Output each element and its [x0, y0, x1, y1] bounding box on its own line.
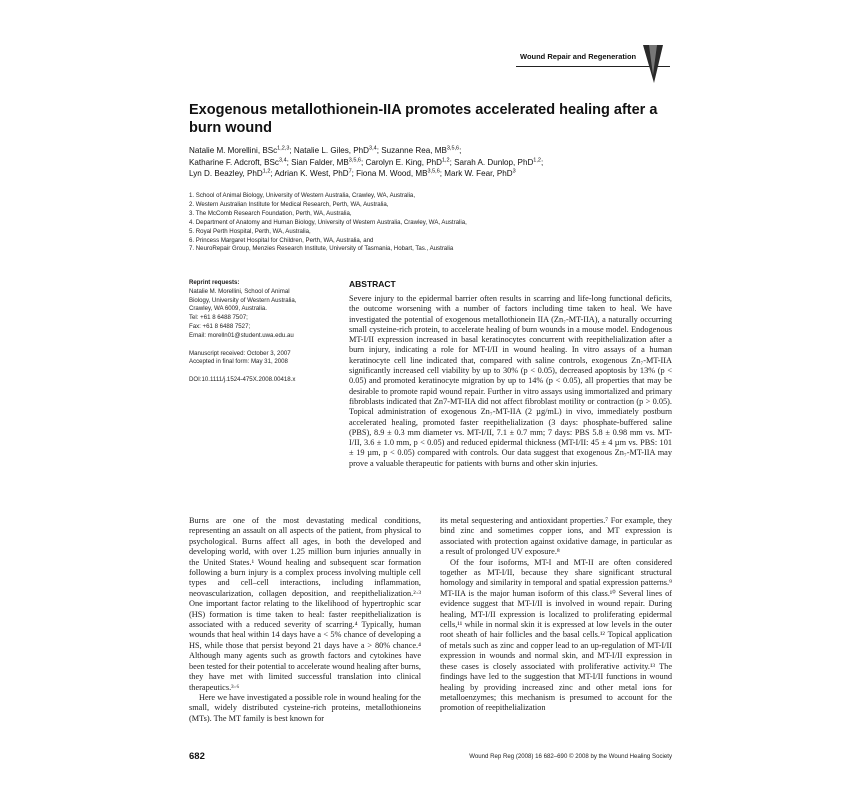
affiliation: 1. School of Animal Biology, University of Western Australia, Crawley, WA, Australia,	[189, 192, 416, 199]
author-affiliation-marker: 1,2	[441, 156, 450, 163]
affiliation: 7. NeuroRepair Group, Menzies Research Institute, University of Tasmania, Hobart, Tas., Australia	[189, 245, 454, 253]
author-affiliation-marker: 3,5,6	[427, 168, 440, 175]
author-name: Mark W. Fear, PhD	[444, 169, 513, 179]
author-name: Carolyn E. King, PhD	[365, 157, 442, 167]
author-name: Fiona M. Wood, MB	[356, 169, 428, 179]
author-list: Natalie M. Morellini, BSc$^{1,2,3}$; Natalie L. Giles, PhD$^{3,4}$; Suzanne Rea, MB$^{3,5,6}$; Katharine F. Adcroft, BSc$^{3,4}$; Sian Falder, MB$^{3,5,6}$; Carolyn E. King, PhD$^{1,2}$; Sarah A. Dunlop, PhD$^{1,2}$; Lyn D. Beazley, PhD$^{1,2}$; Adrian K. West, PhD$^7$; Fiona M. Wood, MB$^{3,5,6}$; Mark W. Fear, PhD$^3$	[189, 145, 544, 179]
author-name: Sarah A. Dunlop, PhD	[454, 157, 534, 167]
doi: DOI:10.1111/j.1524-475X.2008.00418.x	[189, 376, 296, 384]
accepted-date: Accepted in final form: May 31, 2008	[189, 358, 288, 366]
author-name: Adrian K. West, PhD	[274, 169, 349, 179]
body-column-left	[189, 516, 421, 724]
author-affiliation-marker: 3,4	[278, 156, 287, 163]
reprint-heading: Reprint requests:	[189, 279, 240, 286]
reprint-email: Email: morelln01@student.uwa.edu.au	[189, 331, 294, 339]
journal-wedge-icon	[641, 45, 665, 85]
affiliation: 2. Western Australian Institute for Medical Research, Perth, WA, Australia,	[189, 200, 389, 208]
reprint-line: Tel: +61 8 6488 7507;	[189, 314, 248, 322]
author-affiliation-marker: 1,2	[262, 168, 271, 175]
affiliation: 4. Department of Anatomy and Human Biology, University of Western Australia, Crawley, WA, Australia,	[189, 218, 467, 226]
author-affiliation-marker: 3,5,6	[348, 156, 361, 163]
author-name: Natalie M. Morellini, BSc	[189, 146, 278, 155]
affiliation-list	[189, 192, 669, 254]
abstract-heading: ABSTRACT	[349, 279, 396, 289]
reprint-line: Crawley, WA 6009, Australia.	[189, 305, 267, 313]
journal-name: Wound Repair and Regeneration	[520, 52, 637, 61]
affiliation: 3. The McComb Research Foundation, Perth, WA, Australia,	[189, 209, 352, 217]
author-name: Suzanne Rea, MB	[381, 146, 447, 155]
body-paragraph: Burns are one of the most devastating medical conditions, representing an assault on all aspects of the patient, from physical to psychological. Burns affect all ages, in both the developed and developing world, with over 1.25 million burn injuries annually in the United States.¹ Wound healing and subsequent scar formation following a burn injury is a complex process involving multiple cell types and cell–cell interactions, including inflammation, neovascularization, collagen deposition, and reepithelialization.²·³ One important factor relating to the likelihood of hypertrophic scar (HS) formation is time taken to heal: faster reepithelialization is associated with a reduced severity of scarring.⁴ Typically, human wounds that heal within 14 days have a < 5% chance of developing a HS, while those that persist beyond 21 days have a > 80% chance.⁴ Although many agents such as growth factors and cytokines have been tested for their potential to accelerate wound healing after burns, they have met with limited successful translation into clinical therapeutics.³·⁶	[189, 516, 421, 692]
body-column-right	[440, 516, 672, 714]
paper-title: Exogenous metallothionein-IIA promotes accelerated healing after a burn wound	[189, 102, 658, 136]
author-name: Natalie L. Giles, PhD	[293, 146, 370, 155]
author-affiliation-marker: 1,2,3	[277, 145, 290, 152]
abstract-text: Severe injury to the epidermal barrier often results in scarring and life-long functional deficits, the outcome worsening with a number of factors including time taken to heal. We have investigated the potential of exogenous metallothionein IIA (Zn₇-MT-IIA), a naturally occurring small cysteine-rich protein, to accelerate healing of burn wounds in a mouse model. Endogenous MT-I/II expression increased in basal keratinocytes concurrent with reepithelialization after a burn injury, indicating a role for MT-I/II in wound healing. In vitro assays of a human keratinocyte cell line indicated that, compared with saline controls, exogenous Zn₇-MT-IIA significantly increased cell viability by up to 30% (p < 0.05), decreased apoptosis by 13% (p < 0.05) and promoted keratinocyte migration by up to 14% (p < 0.05), all properties that may be desirable to promote rapid wound repair. Further in vitro assays using immortalized and primary fibroblasts indicated that Zn7-MT-IIA did not affect fibroblast motility or contraction (p > 0.05). Topical administration of exogenous Zn₇-MT-IIA (2 µg/mL) in vivo, immediately postburn accelerated healing, promoted faster reepithelialization (3 days: phosphate-buffered saline (PBS), 8.9 ± 0.3 mm diameter vs. MT-I/II, 7.1 ± 0.7 mm; 7 days: PBS 5.8 ± 0.98 mm vs. MT-I/II, 3.6 ± 1.0 mm, p < 0.05) and reduced epidermal thickness (MT-I/II: 45 ± 4 µm vs. PBS: 101 ± 19 µm, p < 0.05) compared with controls. Our data suggest that exogenous Zn₇-MT-IIA may prove a valuable therapeutic for patients with burns and other skin injuries.	[349, 294, 672, 468]
reprint-line: Fax: +61 8 6488 7527;	[189, 322, 251, 330]
body-paragraph: its metal sequestering and antioxidant properties.⁷ For example, they bind zinc and sometimes copper ions, and MT expression is associated with protection against oxidative damage, in particular as a result of prolonged UV exposure.⁸	[440, 516, 672, 557]
received-date: Manuscript received: October 3, 2007	[189, 349, 291, 357]
author-affiliation-marker: 3,4	[369, 145, 377, 152]
author-affiliation-marker: 3,5,6	[446, 145, 460, 152]
article-info-sidebar	[189, 279, 329, 385]
author-affiliation-marker: 7	[348, 168, 352, 175]
footer-citation: Wound Rep Reg (2008) 16 682–690 © 2008 by the Wound Healing Society	[469, 753, 672, 760]
author-affiliation-marker: 1,2	[533, 156, 541, 163]
body-paragraph: Of the four isoforms, MT-I and MT-II are often considered together as MT-I/II, because they share significant structural homology and similarity in temporal and spatial expression patterns.⁹ MT-IIA is the major human isoform of this class.¹⁰ Several lines of evidence suggest that MT-I/II is involved in wound repair. During healing, MT-I/II expression is localized to proliferating epidermal cells,¹¹ while in normal skin it is expressed at low levels in the outer root sheath of hair follicles and the basal cells.¹² Topical application of metals such as zinc and copper lead to an up-regulation of MT-I/II expression in wounds and normal skin, and MT-I/II expression in these cases is closely associated with proliferative activity.¹³ The findings have led to the suggestion that MT-I/II functions in wound healing by providing increased zinc and other metal ions for metalloenzymes; this mechanism is presumed to account for the promotion of reepithelialization	[440, 557, 672, 713]
author-name: Lyn D. Beazley, PhD	[189, 169, 263, 179]
reprint-line: Natalie M. Morellini, School of Animal	[189, 287, 290, 295]
affiliation: 6. Princess Margaret Hospital for Children, Perth, WA, Australia, and	[189, 236, 374, 244]
reprint-line: Biology, University of Western Australia,	[189, 296, 297, 304]
author-name: Sian Falder, MB	[291, 157, 349, 167]
page-number: 682	[189, 751, 205, 762]
body-paragraph: Here we have investigated a possible role in wound healing for the small, widely distributed cysteine-rich proteins, metallothioneins (MTs). The MT family is best known for	[189, 692, 421, 723]
author-name: Katharine F. Adcroft, BSc	[189, 157, 279, 167]
author-affiliation-marker: 3	[512, 168, 516, 175]
affiliation: 5. Royal Perth Hospital, Perth, WA, Australia,	[189, 227, 311, 235]
